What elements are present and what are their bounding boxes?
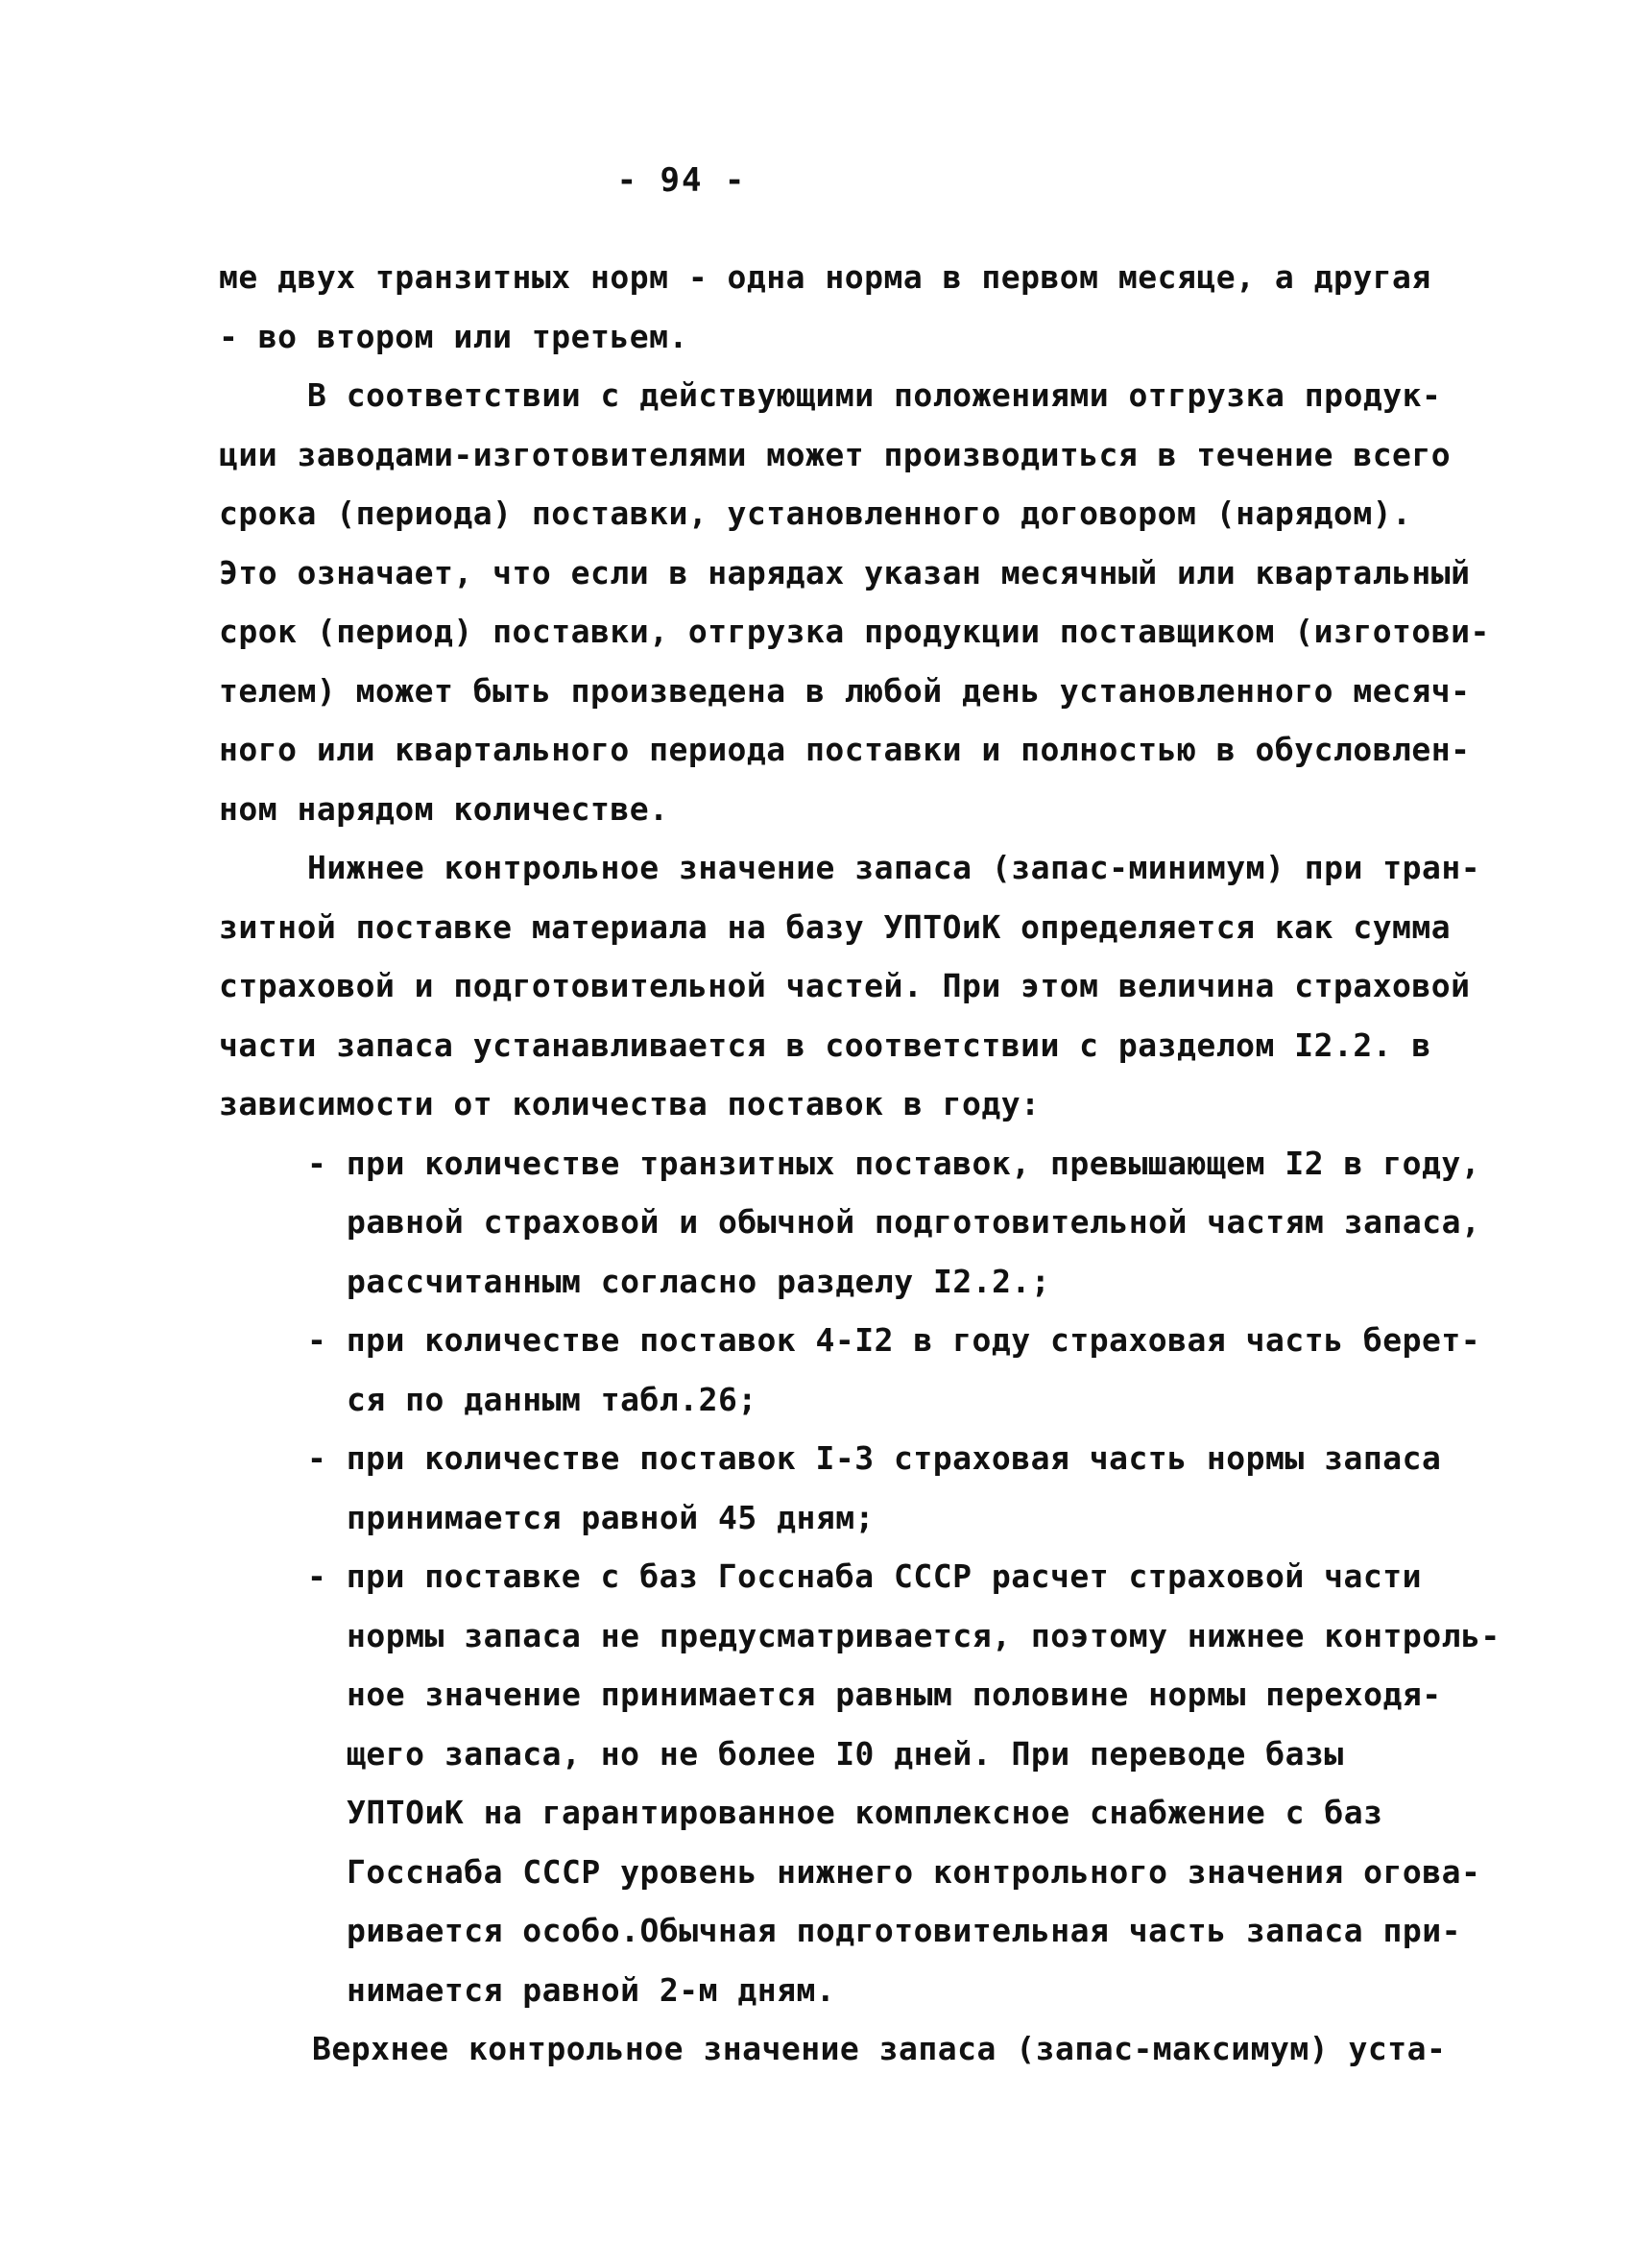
text-line: ции заводами-изготовителями может производиться в течение всего [219, 435, 1452, 473]
text-line: - при поставке с баз Госснаба СССР расчет страховой части [307, 1557, 1422, 1595]
text-line: равной страховой и обычной подготовительной частям запаса, [347, 1203, 1481, 1241]
text-line: ме двух транзитных норм - одна норма в первом месяце, а другая [219, 258, 1431, 296]
text-line: УПТОиК на гарантированное комплексное снабжение с баз [347, 1794, 1383, 1831]
text-line: Госснаба СССР уровень нижнего контрольного значения огова- [347, 1852, 1481, 1891]
text-line: щего запаса, но не более I0 дней. При переводе базы [347, 1734, 1344, 1773]
text-line: телем) может быть произведена в любой день установленного месяч- [219, 671, 1471, 710]
text-line: Верхнее контрольное значение запаса (запас-максимум) уста- [312, 2030, 1447, 2067]
text-line: ривается особо.Обычная подготовительная часть запаса при- [347, 1912, 1461, 1949]
text-line: зитной поставке материала на базу УПТОиК определяется как сумма [219, 907, 1452, 946]
body-text [219, 248, 1501, 2079]
text-line: ном нарядом количестве. [219, 789, 669, 828]
text-line: срок (период) поставки, отгрузка продукции поставщиком (изготови- [219, 613, 1490, 650]
text-line: - при количестве поставок I-3 страховая часть нормы запаса [307, 1439, 1442, 1477]
text-line: рассчитанным согласно разделу I2.2.; [347, 1262, 1051, 1300]
text-line: Это означает, что если в нарядах указан месячный или квартальный [219, 553, 1471, 591]
text-line: нимается равной 2-м дням. [347, 1970, 836, 2009]
text-line: В соответствии с действующими положениями отгрузка продук- [307, 376, 1442, 414]
text-line: ся по данным табл.26; [347, 1380, 757, 1418]
page-number: - 94 - [616, 161, 747, 200]
text-line: ного или квартального периода поставки и полностью в обусловлен- [219, 731, 1471, 768]
text-line: - при количестве поставок 4-I2 в году страховая часть берет- [307, 1321, 1481, 1359]
text-line: - во втором или третьем. [219, 317, 688, 355]
text-line: Нижнее контрольное значение запаса (запас-минимум) при тран- [307, 849, 1481, 886]
text-line: части запаса устанавливается в соответствии с разделом I2.2. в [219, 1025, 1431, 1064]
text-line: - при количестве транзитных поставок, превышающем I2 в году, [307, 1144, 1481, 1182]
text-line: принимается равной 45 дням; [347, 1498, 875, 1536]
text-line: срока (периода) поставки, установленного договором (нарядом). [219, 495, 1412, 532]
text-line: зависимости от количества поставок в году: [219, 1085, 1041, 1122]
text-line: страховой и подготовительной частей. При этом величина страховой [219, 967, 1471, 1004]
text-line: ное значение принимается равным половине нормы переходя- [347, 1676, 1442, 1713]
text-line: нормы запаса не предусматривается, поэтому нижнее контроль- [347, 1616, 1501, 1654]
